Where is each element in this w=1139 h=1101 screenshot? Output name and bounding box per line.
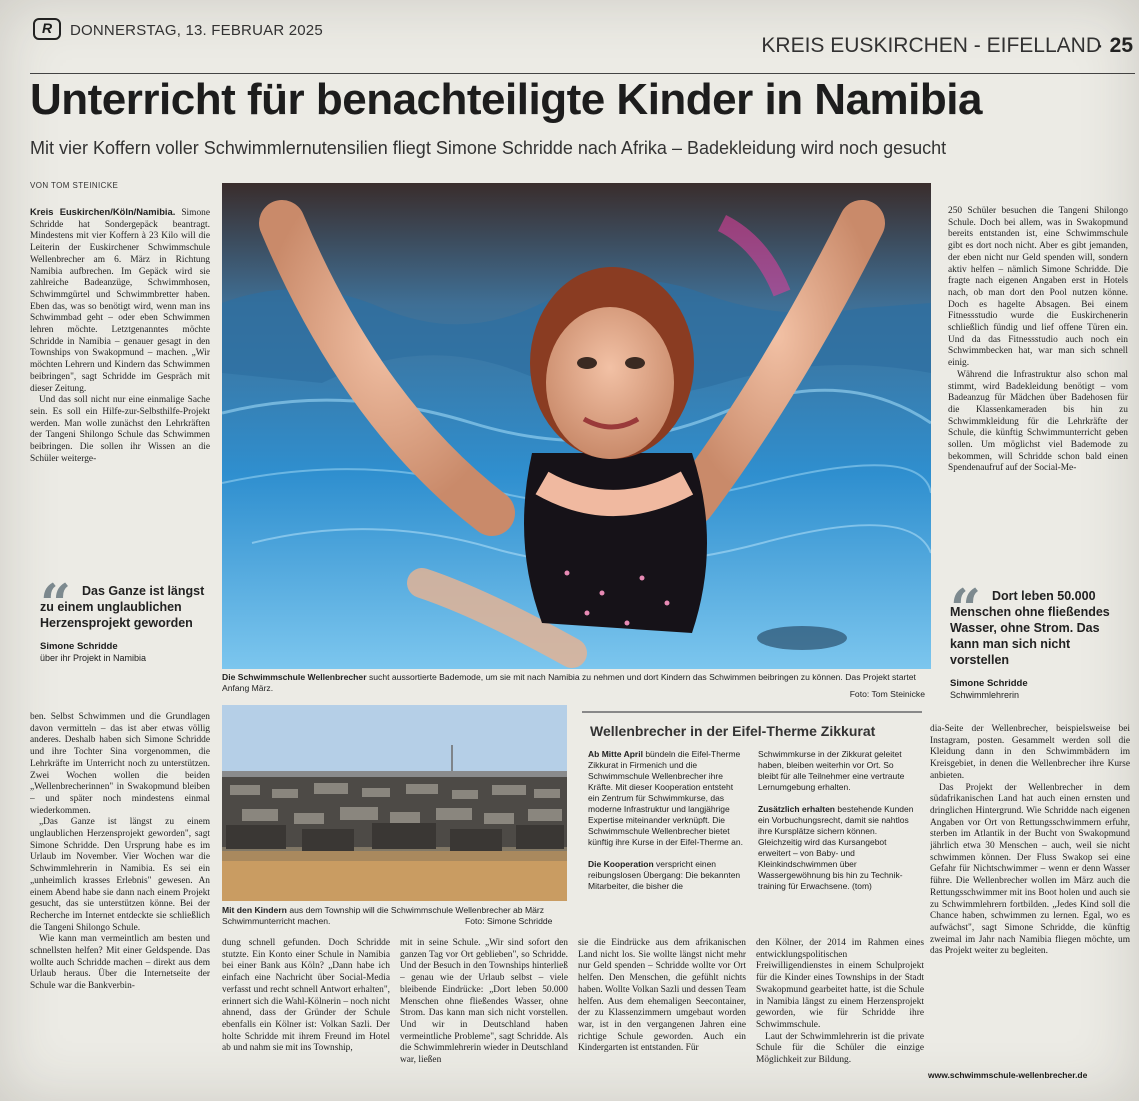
article-column-2-bottom xyxy=(222,938,390,1098)
pull-quote xyxy=(40,572,210,663)
quote-icon: “ xyxy=(950,577,982,641)
article-paragraph: sie die Eindrücke aus dem afrikanischen Land nicht los. Sie wollte längst nicht mehr nur Geld spenden – Schridde wollte vor Ort helfen. Den Menschen, die gefühlt nichts haben. Wollte Volkan Sazli und dessen Team helfen. Aus dem ehemaligen Seecontainer, der zu Klassenzimmern umgebaut worden war, ist in den vergangenen Jahren eine richtige Schule geworden. Auch ein Kindergarten ist entstanden. Für xyxy=(578,938,746,1054)
newspaper-logo: R xyxy=(33,18,61,40)
info-paragraph: Die Kooperation verspricht einen reibungslosen Übergang: Die bekannten Mitarbeiter, die bisher die xyxy=(588,859,741,891)
article-column-3-bottom xyxy=(400,938,568,1098)
article-paragraph: 250 Schüler besuchen die Tangeni Shilongo Schule. Doch bei allem, was in Swakopmund bereits entstanden ist, eine Schwimmschule gibt es dort noch nicht. Aber es gibt jemanden, der eben nicht nur Geld spenden will, sondern aktiv helfen – nämlich Simone Schridde. Die fragte nach eigenen Angaben erst in Hotels nach, ob man dort den Pool nutzen könne. Doch es hagelte Absagen. Bei einem Fitnessstudio wurde die Euskirchenerin schließlich fündig und lief offene Türen ein. Und da das Fitnessstudio auch noch ein Schwimmbecken hat, war man sich schnell einig. xyxy=(948,206,1128,369)
pull-quote-role: Schwimmlehrerin xyxy=(950,690,1020,700)
photo-caption-main: Die Schwimmschule Wellenbrecher sucht aussortierte Bademode, um sie mit nach Namibia zu nehmen und dort Kindern das Schwimmen beibringen zu können. Das Projekt startet Anfang März. xyxy=(222,672,916,693)
photo-credit-main: Foto: Tom Steinicke xyxy=(849,689,925,699)
info-box-column-right xyxy=(758,749,914,903)
page-number: · 25 xyxy=(1097,34,1133,58)
info-box-title: Wellenbrecher in der Eifel-Therme Zikkurat xyxy=(590,723,876,739)
article-paragraph: „Das Ganze ist längst zu einem unglaublichen Herzensprojekt geworden", sagt Simone Schridde. Den Ursprung habe es im Urlaub im November. Vier Wochen war die Schwimmlehrerin in Namibia. Es sei ein „unheimlich krasses Erlebnis" gewesen. An einem Abend habe sie dann nach einem Projekt gesucht, das sie unterstützen könne. Bei der Recherche im Internet entdeckte sie schließlich die Tangeni Shilongo Schule. xyxy=(30,817,210,933)
photo-child-swimming xyxy=(222,183,931,669)
pull-quote-author: Simone Schridde xyxy=(40,641,118,652)
article-dateline: Kreis Euskirchen/Köln/Namibia. xyxy=(30,206,176,217)
masthead xyxy=(30,12,1135,74)
website-link[interactable]: www.schwimmschule-wellenbrecher.de xyxy=(928,1070,1088,1080)
article-column-5-bottom xyxy=(756,938,924,1098)
pull-quote-text: Dort leben 50.000 Menschen ohne fließendes Wasser, ohne Strom. Das kann man sich nicht vorstellen xyxy=(950,589,1110,667)
article-paragraph: Wie kann man vermeintlich am besten und schnellsten helfen? Mit einer Geldspende. Das wollte auch Schridde machen – direkt aus dem Urlaub heraus. Über die Internetseite der Schule war die Bankverbin- xyxy=(30,934,210,992)
photo-credit-township: Foto: Simone Schridde xyxy=(465,916,553,926)
info-paragraph: Ab Mitte April bündeln die Eifel-Therme Zikkurat in Firmenich und die Schwimmschule Wellenbrecher ihre Kräfte. Mit dieser Kooperation entsteht ein Zentrum für Schwimmkurse, das moderne Infrastruktur und langjährige Expertise miteinander verknüpft. Die Schwimmschule Wellenbrecher bietet künftig ihre Kurse in der Eifel-Therme an. xyxy=(588,749,743,847)
township-photo-illustration xyxy=(222,705,567,901)
article-column-right-bottom xyxy=(930,724,1130,1068)
pull-quote xyxy=(950,577,1130,700)
info-paragraph: Zusätzlich erhalten bestehende Kunden ein Vorbuchungsrecht, damit sie nahtlos ihre Kursplätze sichern können. Gleichzeitig wird das Kursangebot erweitert – von Baby- und Kleinkindschwimmen über Wassergewöhnung bis hin zu Techniktraining für Erwachsene. (tom) xyxy=(758,804,914,891)
article-paragraph: mit in seine Schule. „Wir sind sofort den ganzen Tag vor Ort geblieben", so Schridde. Und der Besuch in den Townships hinterließ – genau wie der Urlaub selbst – viele bleibende Eindrücke: „Dort leben 50.000 Menschen ohne fließendes Wasser, ohne Strom. Das kann man sich nicht vorstellen. Und wir in Deutschland haben vermeintliche Probleme", sagt Schridde. Als die Schwimmlehrerin wieder in Deutschland war, ließen xyxy=(400,938,568,1066)
article-headline: Unterricht für benachteiligte Kinder in Namibia xyxy=(30,75,982,124)
article-column-4-bottom xyxy=(578,938,746,1098)
article-paragraph: Laut der Schwimmlehrerin ist die private Schule für die Schüler die einzige Möglichkeit zur Bildung. xyxy=(756,1031,924,1066)
article-subheadline: Mit vier Koffern voller Schwimmlernutensilien fliegt Simone Schridde nach Afrika – Badekleidung wird noch gesucht xyxy=(30,138,947,158)
article-byline: VON TOM STEINICKE xyxy=(30,181,119,190)
photo-caption-township: Mit den Kindern aus dem Township will die Schwimmschule Wellenbrecher ab März Schwimmunterricht machen. xyxy=(222,905,545,926)
pull-quote-role: über ihr Projekt in Namibia xyxy=(40,653,147,663)
article-paragraph: Das Projekt der Wellenbrecher in dem südafrikanischen Land hat auch einen ernsten und dringlichen Hintergrund. Wie Schridde nach eigenen Angaben vor Ort von Rettungsschwimmern erfuhr, sterben im Atlantik in der Bucht von Swakopmund jährlich etwa 30 Menschen – auch, weil sie nicht schwimmen können. Der Fluss Swakop sei eine Gefahr für Nichtschwimmer – wenn er denn Wasser führe. Die Wellenbrecher wollen im März auch die Rettungsschwimmer mit ins Boot holen und auch sie zu Schwimmlehrern fortbilden. „Jedes Kind soll die Chance haben, schwimmen zu lernen. Egal, wo es aufwächst", sagt Simone Schridde, die künftig zweimal im Jahr nach Namibia fliegen möchte, um das Projekt weiter zu begleiten. xyxy=(930,782,1130,957)
info-box-column-left xyxy=(588,749,744,903)
article-paragraph: den Kölner, der 2014 im Rahmen eines entwicklungspolitischen Freiwilligendienstes in einem Schulprojekt für die Kinder eines Townships in der Stadt Swakopmund gearbeitet hatte, ist die Schule in Namibia längst zu einem Herzensprojekt geworden, wie für Schridde ihre Schwimmschule. xyxy=(756,938,924,1030)
article-paragraph: Während die Infrastruktur also schon mal stimmt, wird Badekleidung benötigt – vom Badeanzug für Mädchen über Badehosen für die Klassenkameraden bis hin zu Schwimmkleidung für die Lehrkräfte der Schule, die künftig Schwimmunterricht geben sollen. Um möglichst viel Bademode zu bekommen, will Schridde schon bald einen Spendenaufruf auf der Social-Me- xyxy=(948,369,1128,474)
photo-township xyxy=(222,705,567,901)
pull-quote-text: Das Ganze ist längst zu einem unglaublichen Herzensprojekt geworden xyxy=(40,584,205,630)
section-name: KREIS EUSKIRCHEN - EIFELLAND xyxy=(761,34,1101,57)
article-paragraph: Und das soll nicht nur eine einmalige Sache sein. Es soll ein Hilfe-zur-Selbsthilfe-Projekt werden. Man wolle zunächst den Lehrkräften der Tangeni Shilongo Schule das Schwimmen beibringen. Die sollen ihr Wissen an die Schüler weiterge- xyxy=(30,395,210,464)
info-paragraph: Schwimmkurse in der Zikkurat geleitet haben, bleiben weiterhin vor Ort. So bleibt für alle Teilnehmer eine vertraute Lernumgebung erhalten. xyxy=(758,749,905,792)
article-column-1-bottom xyxy=(30,712,210,1098)
issue-date: DONNERSTAG, 13. FEBRUAR 2025 xyxy=(70,22,323,39)
pull-quote-author: Simone Schridde xyxy=(950,678,1028,689)
article-column-right-top xyxy=(948,206,1128,574)
article-paragraph: Kreis Euskirchen/Köln/Namibia. Simone Schridde hat Sondergepäck beantragt. Mindestens mit vier Koffern à 23 Kilo will die Leiterin der Euskirchener Schwimmschule Wellenbrecher am 6. März in Richtung Namibia aufbrechen. Im Gepäck wird sie zahlreiche Badeanzüge, Schwimmhosen, Schwimmgürtel und Schwimmbretter haben. Eben das, was so benötigt wird, wenn man ins Schwimmbad geht – oder eben Schwimmen lehren möchte. Letztgenanntes möchte Schridde in Namibia – genauer gesagt in den Townships von Swakopmund – machen. „Wir möchten Lehrern und Kindern das Schwimmen beibringen", sagt Schridde im Gespräch mit dieser Zeitung. xyxy=(30,206,210,394)
quote-icon: “ xyxy=(40,572,72,636)
article-paragraph: dung schnell gefunden. Doch Schridde stutzte. Ein Konto einer Schule in Namibia bei einer Bank aus Köln? „Dann habe ich einfach eine Nachricht über Social-Media verfasst und recht schnell Antwort erhalten", erinnert sich die Wahl-Kölnerin – noch nicht ahnend, dass der Gründer der Schule ebenfalls ein Kölner ist: Volkan Sazli. Der holte Schridde mit ihrem Freund im Hotel ab und nahm sie mit ins Township, xyxy=(222,938,390,1054)
article-paragraph: ben. Selbst Schwimmen und die Grundlagen davon vermitteln – das ist aber etwas völlig anderes. Deshalb haben sich Simone Schridde und ihre Tochter Sina vorgenommen, die Lehrkräfte im Unterricht noch zu unterstützen. Zwei Wochen wollen die beiden „Wellenbrecherinnen" in Swakopmund bleiben – und später noch mindestens einmal wiederkommen. xyxy=(30,712,210,816)
article-column-1 xyxy=(30,206,210,556)
swimming-photo-illustration xyxy=(222,183,931,669)
article-paragraph: dia-Seite der Wellenbrecher, beispielsweise bei Instagram, posten. Gesammelt werden soll die Kleidung dann in den Schwimmbädern im Kreisgebiet, in denen die Wellenbrecher ihre Kurse anbieten. xyxy=(930,724,1130,781)
info-box xyxy=(582,711,922,929)
